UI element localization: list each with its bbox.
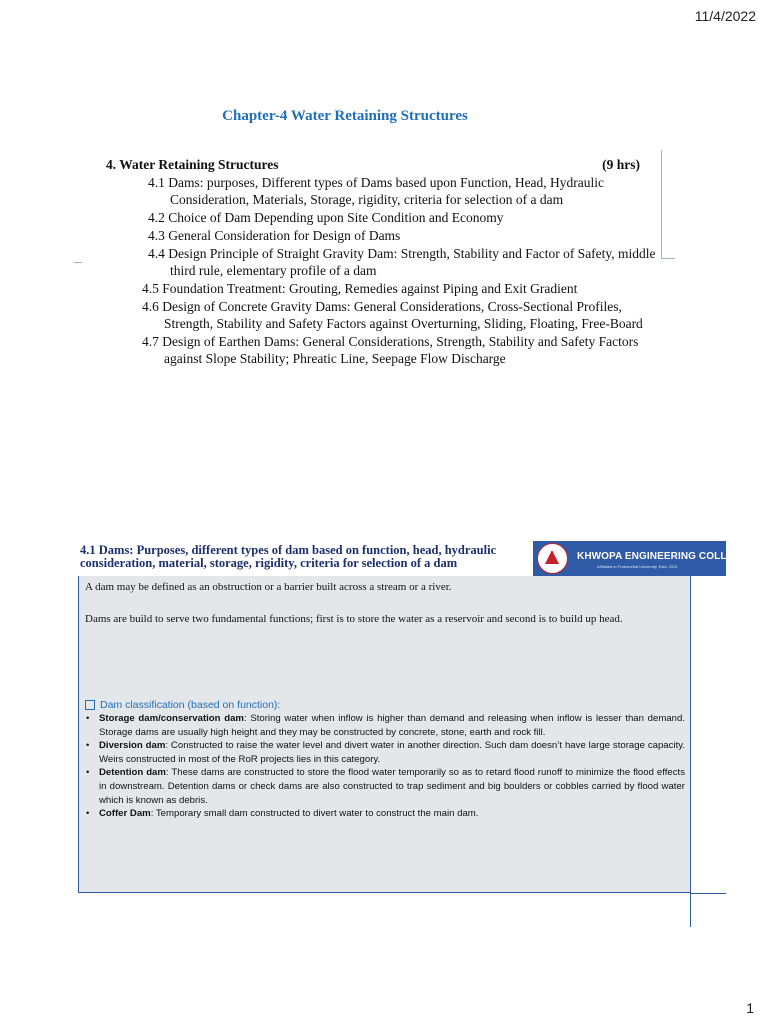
checkbox-bullet-icon: [85, 700, 95, 710]
dam-type-term: Coffer Dam: [99, 808, 151, 820]
syllabus-item: 4.7 Design of Earthen Dams: General Considerations, Strength, Stability and Safety Factors against Slope Stability; Phreatic Line, Seepage Flow Discharge: [142, 334, 639, 366]
slide-2: [78, 541, 748, 893]
slide-border-line: [690, 576, 691, 927]
slide-border-line: [74, 262, 82, 263]
syllabus-hours: (9 hrs): [602, 157, 640, 172]
classification-heading-text: Dam classification (based on function):: [100, 699, 281, 711]
bullet-icon: •: [86, 713, 90, 724]
dam-type-description: : These dams are constructed to store the flood water temporarily so as to retard flood runoff to minimize the flood effects in downstream. Detention dams or check dams are also constructed to trap sediment and big boulders or cobbles carried by flood water which is known as debris.: [99, 767, 685, 806]
function-paragraph: Dams are build to serve two fundamental functions; first is to store the water as a reservoir and second is to build up head.: [85, 613, 623, 625]
list-item: [85, 712, 685, 739]
dam-type-description: : Constructed to raise the water level and divert water in another direction. Such dam doesn’t have large storage capacity. Weirs constructed in most of the RoR projects lies in this category.: [99, 740, 685, 765]
slide-border-line: [690, 893, 726, 894]
syllabus-item: 4.4 Design Principle of Straight Gravity Dam: Strength, Stability and Factor of Safety, middle third rule, elementary profile of a dam: [148, 246, 656, 278]
syllabus-item: 4.2 Choice of Dam Depending upon Site Condition and Economy: [148, 210, 504, 225]
college-name: KHWOPA ENGINEERING COLLEGE: [577, 551, 748, 562]
syllabus-item: 4.6 Design of Concrete Gravity Dams: General Considerations, Cross-Sectional Profiles, Strength, Stability and Safety Factors against Overturning, Sliding, Floating, Free-Board: [142, 299, 643, 331]
list-item: [85, 739, 685, 766]
slide-body: [78, 576, 690, 893]
dam-type-term: Storage dam/conservation dam: [99, 713, 244, 724]
dam-type-description: : Temporary small dam constructed to divert water to construct the main dam.: [150, 808, 479, 820]
dam-type-list: [85, 712, 685, 821]
chapter-title: Chapter-4 Water Retaining Structures: [222, 108, 468, 124]
bullet-icon: •: [86, 740, 90, 752]
bullet-icon: •: [86, 808, 90, 820]
college-affiliation: Affiliated to Purbanchal University, Estd. 2001: [597, 564, 678, 569]
syllabus-item: 4.5 Foundation Treatment: Grouting, Remedies against Piping and Exit Gradient: [142, 281, 578, 296]
list-item: [85, 807, 685, 821]
date-stamp: 11/4/2022: [694, 8, 756, 24]
slide-border-line: [661, 258, 675, 259]
page-number: 1: [746, 1000, 754, 1016]
college-logo-banner: [533, 541, 748, 576]
classification-heading: [85, 699, 280, 711]
definition-paragraph: A dam may be defined as an obstruction or a barrier built across a stream or a river.: [85, 581, 452, 593]
slide-header: [78, 541, 748, 576]
syllabus-item: 4.1 Dams: purposes, Different types of Dams based upon Function, Head, Hydraulic Consideration, Materials, Storage, rigidity, criteria for selection of a dam: [148, 175, 605, 207]
bullet-icon: •: [86, 767, 90, 779]
syllabus-item: 4.3 General Consideration for Design of Dams: [148, 228, 401, 243]
dam-type-term: Detention dam: [99, 767, 166, 779]
slide-title: 4.1 Dams: Purposes, different types of dam based on function, head, hydraulic consideration, material, storage, rigidity, criteria for selection of a dam: [80, 543, 497, 570]
syllabus-heading: 4. Water Retaining Structures: [106, 157, 279, 172]
dam-type-description: : Storing water when inflow is higher than demand and releasing when inflow is lesser than demand. Storage dams are usually high height and they may be constructed by concrete, stone, earth and rock fill.: [99, 713, 685, 738]
dam-type-term: Diversion dam: [99, 740, 166, 752]
syllabus-heading-row: [106, 156, 662, 173]
syllabus-block: [106, 156, 662, 367]
list-item: [85, 766, 685, 807]
college-emblem-icon: [537, 543, 568, 574]
